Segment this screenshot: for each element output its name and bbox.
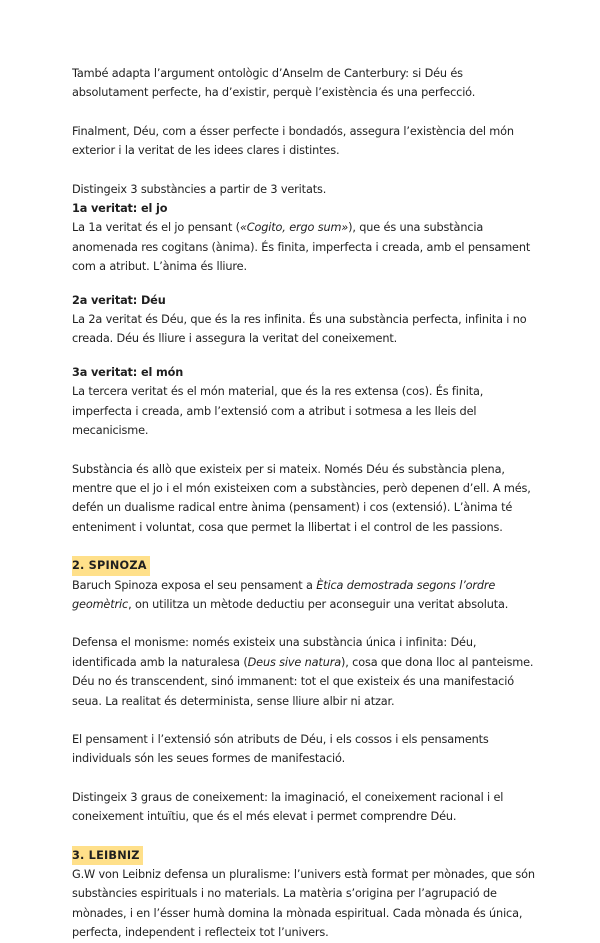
spinoza-intro: [72, 576, 542, 615]
spinoza-intro-b: , on utilitza un mètode deductiu per aconseguir una veritat absoluta.: [128, 597, 509, 611]
veritat-2-title: 2a veritat: Déu: [72, 293, 166, 307]
veritat-1-text-b: ), que és una substància anomenada res cogitans (ànima). És finita, imperfecta i creada, amb el pensament com a atribut. L’ànima és lliure.: [72, 221, 531, 274]
spinoza-monisme: [72, 633, 542, 711]
veritat-1-text-a: La 1a veritat és el jo pensant (: [72, 221, 240, 235]
cogito-quote: «Cogito, ergo sum»: [239, 221, 349, 235]
veritat-1-title: 1a veritat: el jo: [72, 202, 168, 216]
spinoza-section: [72, 556, 542, 826]
veritat-2-text: La 2a veritat és Déu, que és la res infinita. És una substància perfecta, infinita i no creada. Déu és lliure i assegura la veritat del coneixement.: [72, 313, 527, 346]
veritat-3-title: 3a veritat: el món: [72, 365, 184, 379]
paragraph-three-substances: Distingeix 3 substàncies a partir de 3 veritats.: [72, 182, 327, 196]
section-heading-leibniz: 3. LEIBNIZ: [72, 846, 143, 865]
ethica-title: Ètica demostrada segons l’ordre geomètric: [72, 578, 496, 611]
leibniz-section: [72, 846, 542, 943]
deus-sive-natura: Deus sive natura: [247, 655, 341, 669]
leibniz-text: G.W von Leibniz defensa un pluralisme: l’univers està format per mònades, que són substàncies espirituals i no materials. La matèria s’origina per l’agrupació de mònades, i en l’ésser humà domina la mònada espiritual. Cada mònada és única, perfecta, independent i reflecteix tot l’univers.: [72, 868, 535, 940]
spinoza-intro-a: Baruch Spinoza exposa el seu pensament a: [72, 578, 317, 592]
spinoza-monisme-a: Defensa el monisme: només existeix una substància única i infinita: Déu, identificada amb la naturalesa (: [72, 636, 477, 669]
veritat-2-block: [72, 291, 542, 349]
paragraph-substance-dualism: Substància és allò que existeix per si mateix. Només Déu és substància plena, mentre que el jo i el món existeixen com a substàncies, però depenen d’ell. A més, defén un dualisme radical entre ànima (pensament) i cos (extensió). L’ànima té enteniment i voluntat, cosa que permet la llibertat i el control de les passions.: [72, 462, 531, 534]
document-page: [72, 64, 542, 943]
spinoza-atributs: El pensament i l’extensió són atributs de Déu, i els cossos i els pensaments individuals són les seues formes de manifestació.: [72, 732, 489, 766]
paragraph-ontological-argument: També adapta l’argument ontològic d’Anselm de Canterbury: si Déu és absolutament perfecte, ha d’existir, perquè l’existència és una perfecció.: [72, 67, 476, 100]
spinoza-monisme-b: ), cosa que dona lloc al panteisme. Déu no és transcendent, sinó immanent: tot el que existeix és una manifestació seua. La realitat és determinista, sense lliure albir ni atzar.: [72, 655, 534, 708]
veritat-1-text: [72, 218, 542, 276]
spinoza-graus: Distingeix 3 graus de coneixement: la imaginació, el coneixement racional i el coneixement intuïtiu, que és el més elevat i permet comprendre Déu.: [72, 790, 504, 824]
veritat-3-text: La tercera veritat és el món material, que és la res extensa (cos). És finita, imperfecta i creada, amb l’extensió com a atribut i sotmesa a les lleis del mecanicisme.: [72, 385, 484, 438]
veritat-1-block: [72, 199, 542, 277]
veritat-3-block: [72, 363, 542, 441]
paragraph-god-guarantee: Finalment, Déu, com a ésser perfecte i bondadós, assegura l’existència del món exterior i la veritat de les idees clares i distintes.: [72, 124, 514, 158]
section-heading-spinoza: 2. SPINOZA: [72, 556, 150, 575]
